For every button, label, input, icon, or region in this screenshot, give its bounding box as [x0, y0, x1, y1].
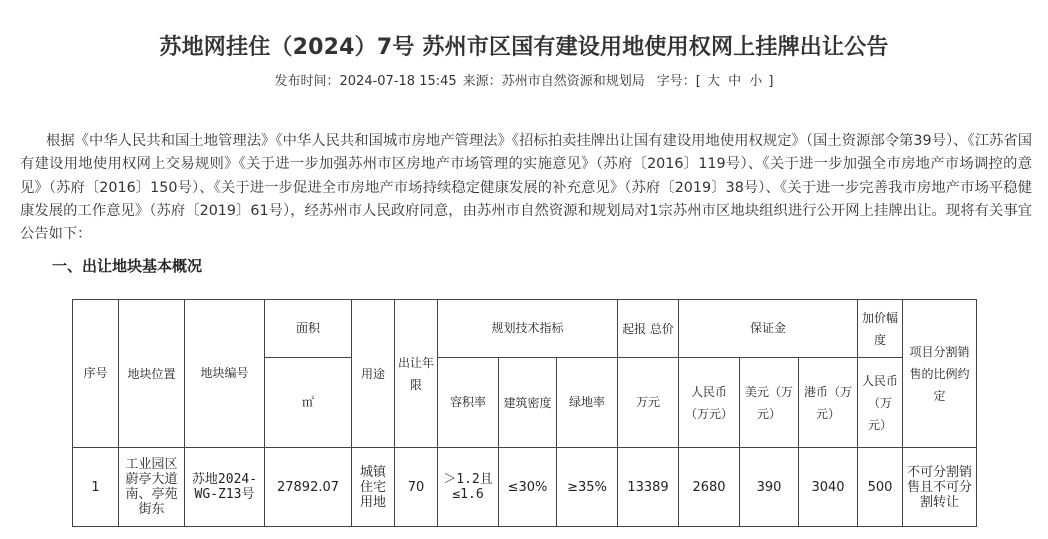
header-floor-area-ratio: 容积率	[438, 358, 499, 448]
cell-location: 工业园区蔚亭大道南、亭苑街东	[119, 448, 185, 527]
parcel-table	[72, 299, 977, 527]
cell-area: 27892.07	[265, 448, 352, 527]
cell-deposit-rmb: 2680	[679, 448, 740, 527]
cell-split-agreement: 不可分割销售且不可分割转让	[903, 448, 977, 527]
published-label: 发布时间：	[274, 74, 340, 89]
header-deposit-hkd: 港币（万元）	[799, 358, 858, 448]
header-start-price-unit: 万元	[618, 358, 679, 448]
header-deposit: 保证金	[679, 300, 858, 358]
cell-floor-area-ratio: ＞1.2且≤1.6	[438, 448, 499, 527]
header-planning-indicators: 规划技术指标	[438, 300, 618, 358]
header-area-unit: ㎡	[265, 358, 352, 448]
cell-green-ratio: ≥35%	[557, 448, 618, 527]
intro-paragraph: 根据《中华人民共和国土地管理法》《中华人民共和国城市房地产管理法》《招标拍卖挂牌出让国有建设用地使用权规定》（国土资源部令第39号）、《江苏省国有建设用地使用权网上交易规则》《关于进一步加强苏州市区房地产市场管理的实施意见》（苏府〔2016〕119号）、《关于进一步加强全市房地产市场调控的意见》（苏府〔2016〕150号）、《关于进一步促进全市房地产市场持续稳定健康发展的补充意见》（苏府〔2019〕38号）、《关于进一步完善我市房地产市场平稳健康发展的工作意见》（苏府〔2019〕61号），经苏州市人民政府同意，由苏州市自然资源和规划局对1宗苏州市区地块组织进行公开网上挂牌出让。现将有关事宜公告如下：	[20, 133, 1032, 243]
header-location: 地块位置	[119, 300, 185, 448]
header-term: 出让年限	[395, 300, 438, 448]
header-increment-rmb: 人民币（万元）	[858, 358, 903, 448]
article-meta	[0, 70, 1048, 89]
header-split-agreement: 项目分割销售的比例约定	[903, 300, 977, 448]
cell-increment-rmb: 500	[858, 448, 903, 527]
font-size-large-link[interactable]: 大	[706, 74, 720, 89]
header-increment: 加价幅度	[858, 300, 903, 358]
cell-seq: 1	[73, 448, 119, 527]
header-deposit-usd: 美元（万元）	[740, 358, 799, 448]
cell-use: 城镇住宅用地	[352, 448, 395, 527]
font-size-open-bracket: [	[695, 74, 701, 89]
header-building-density: 建筑密度	[499, 358, 557, 448]
cell-deposit-hkd: 3040	[799, 448, 858, 527]
font-size-label: 字号：	[656, 74, 696, 89]
cell-start-price: 13389	[618, 448, 679, 527]
cell-building-density: ≤30%	[499, 448, 557, 527]
section-heading-parcel-overview: 一、出让地块基本概况	[52, 257, 203, 275]
font-size-close-bracket: ]	[768, 74, 774, 89]
header-use: 用途	[352, 300, 395, 448]
published-time: 2024-07-18 15:45	[339, 74, 457, 89]
header-start-price: 起报 总价	[618, 300, 679, 358]
cell-parcel-no: 苏地2024-WG-Z13号	[185, 448, 265, 527]
article-title: 苏地网挂住（2024）7号 苏州市区国有建设用地使用权网上挂牌出让公告	[159, 35, 889, 60]
header-seq: 序号	[73, 300, 119, 448]
header-parcel-no: 地块编号	[185, 300, 265, 448]
source-label: 来源：	[462, 74, 502, 89]
cell-term: 70	[395, 448, 438, 527]
font-size-medium-link[interactable]: 中	[728, 74, 742, 89]
header-green-ratio: 绿地率	[557, 358, 618, 448]
source-name: 苏州市自然资源和规划局	[501, 74, 645, 89]
cell-deposit-usd: 390	[740, 448, 799, 527]
font-size-small-link[interactable]: 小	[749, 74, 763, 89]
table-row	[73, 448, 977, 527]
header-deposit-rmb: 人民币（万元）	[679, 358, 740, 448]
font-size-switcher	[657, 74, 774, 89]
header-area: 面积	[265, 300, 352, 358]
